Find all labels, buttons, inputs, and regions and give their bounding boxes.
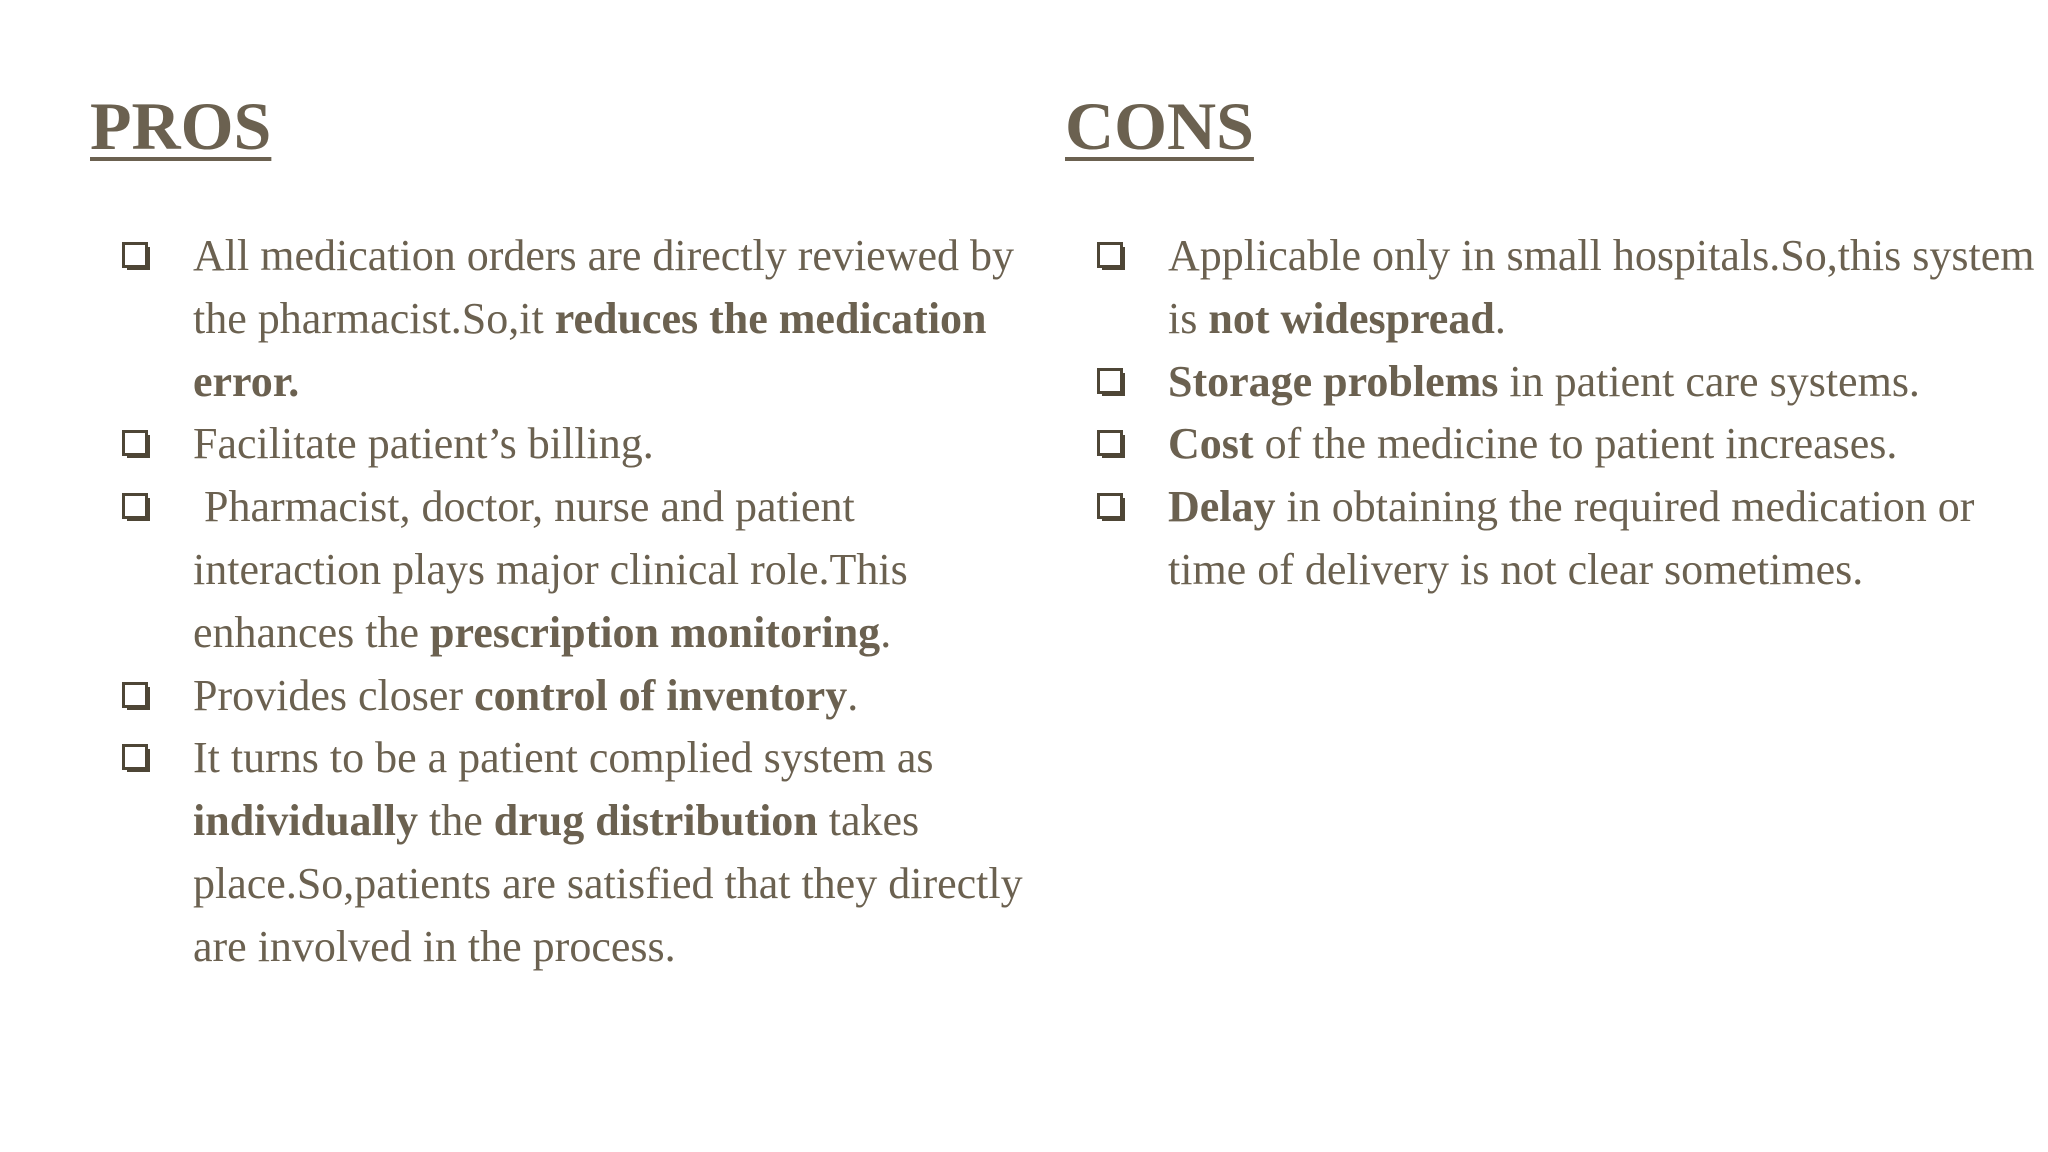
item-emphasis: Cost — [1168, 419, 1254, 469]
pros-item — [90, 413, 1043, 476]
item-text: Provides closer — [193, 670, 475, 720]
checkbox-bullet-icon — [1097, 242, 1123, 268]
item-text: . — [847, 670, 859, 720]
item-text: in obtaining the required medication or time of delivery is not clear sometimes. — [1168, 482, 1975, 594]
item-text: All medication orders are directly reviewed by the pharmacist.So,it — [193, 231, 1015, 343]
item-emphasis: Delay — [1168, 482, 1276, 532]
cons-item — [1065, 351, 2048, 414]
item-text: takes place.So,patients are satisfied that they directly are involved in the process. — [193, 796, 1023, 971]
pros-item — [90, 727, 1043, 978]
cons-list — [1065, 225, 2048, 602]
cons-heading: CONS — [1065, 88, 1254, 164]
pros-item — [90, 665, 1043, 728]
checkbox-bullet-icon — [122, 430, 148, 456]
item-text: It turns to be a patient complied system as — [193, 733, 934, 783]
checkbox-bullet-icon — [122, 493, 148, 519]
checkbox-bullet-icon — [1097, 493, 1123, 519]
item-text: . — [1494, 293, 1506, 343]
pros-list — [90, 225, 1043, 979]
item-emphasis: not widespread — [1208, 293, 1495, 343]
pros-item — [90, 476, 1043, 664]
checkbox-bullet-icon — [1097, 430, 1123, 456]
cons-item — [1065, 476, 2048, 602]
item-emphasis: prescription monitoring — [430, 607, 881, 657]
item-text: in patient care systems. — [1498, 356, 1920, 406]
pros-heading: PROS — [90, 88, 272, 164]
item-emphasis: reduces the medication error. — [193, 293, 987, 406]
item-text: Facilitate patient’s billing. — [193, 419, 654, 469]
checkbox-bullet-icon — [122, 242, 148, 268]
checkbox-bullet-icon — [1097, 368, 1123, 394]
item-emphasis: drug distribution — [493, 796, 818, 846]
item-emphasis: individually — [193, 796, 419, 846]
item-emphasis: Storage problems — [1168, 356, 1499, 406]
item-text: Pharmacist, doctor, nurse and patient interaction plays major clinical role.This enhances the — [193, 482, 919, 657]
item-text: Applicable only in small hospitals.So,this system is — [1168, 231, 2035, 343]
cons-item — [1065, 225, 2048, 351]
cons-item — [1065, 413, 2048, 476]
item-text: of the medicine to patient increases. — [1253, 419, 1898, 469]
checkbox-bullet-icon — [122, 744, 148, 770]
pros-item — [90, 225, 1043, 413]
item-emphasis: control of inventory — [474, 670, 848, 720]
item-text: the — [418, 796, 494, 846]
item-text: . — [880, 607, 892, 657]
checkbox-bullet-icon — [122, 682, 148, 708]
